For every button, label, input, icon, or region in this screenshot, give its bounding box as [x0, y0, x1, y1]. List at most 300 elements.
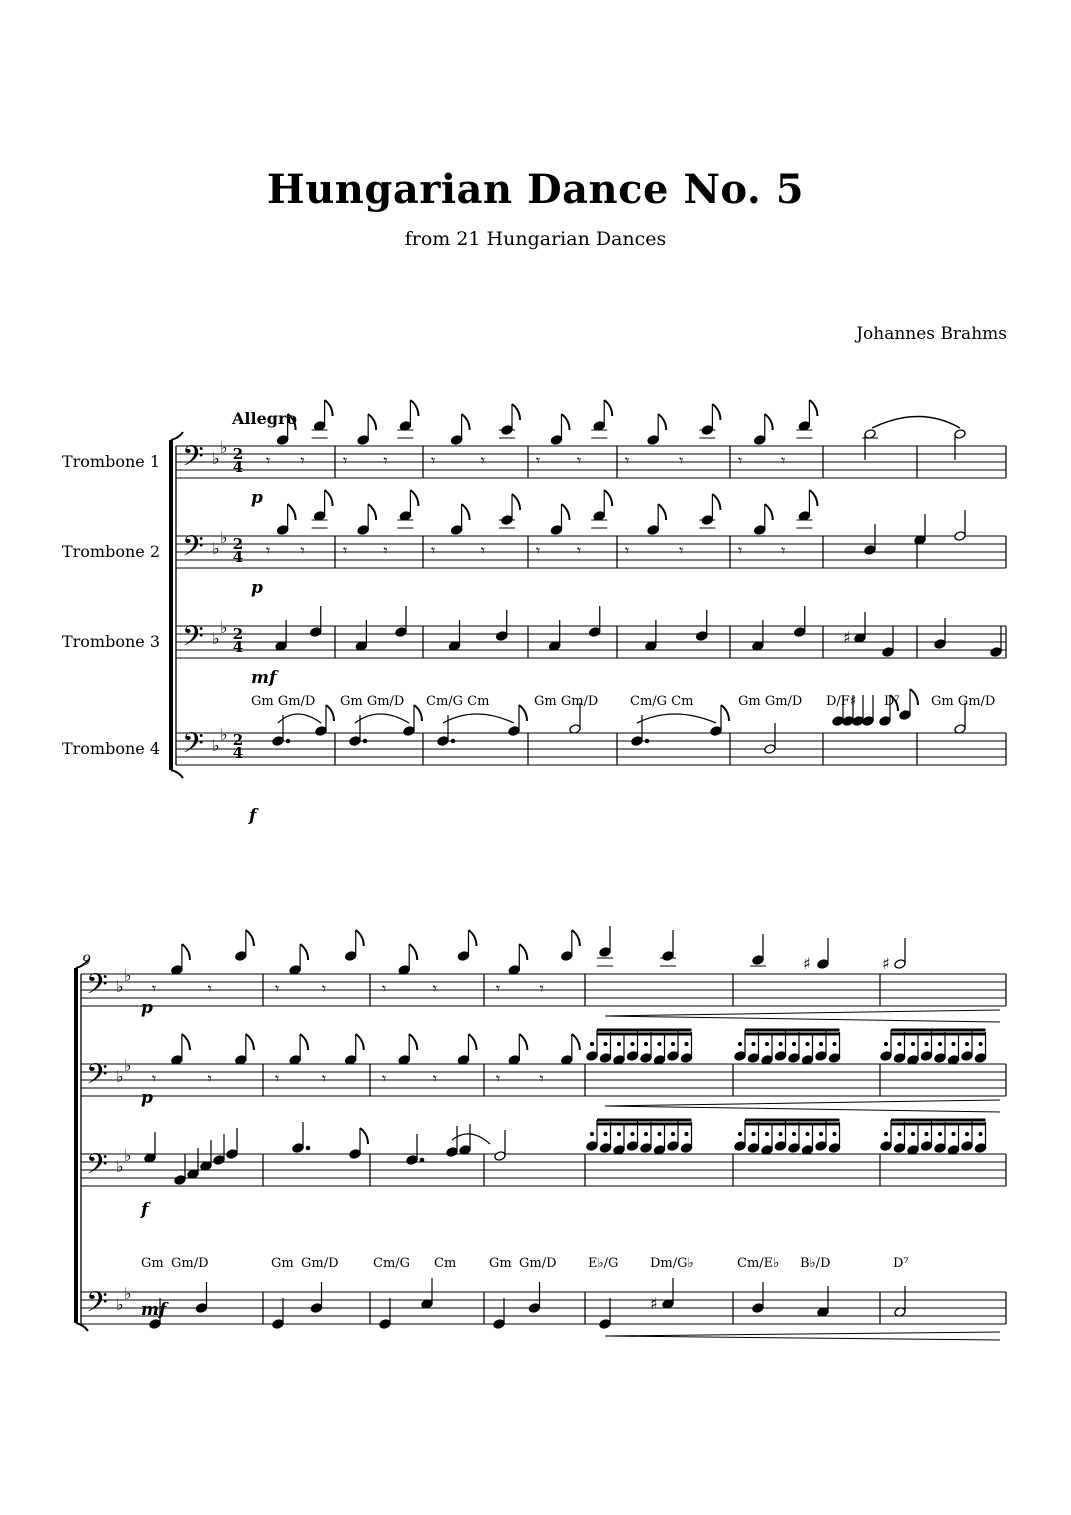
- note-head: [235, 951, 247, 962]
- chord-symbol: B♭/D: [800, 1256, 831, 1271]
- chord-symbol: Gm: [141, 1256, 164, 1271]
- key-signature-flat: ♭: [220, 618, 228, 637]
- note-head: [647, 525, 659, 536]
- note-flag: [809, 490, 817, 506]
- note-head: [550, 435, 562, 446]
- chord-symbol: Gm Gm/D: [534, 694, 599, 709]
- eighth-rest: 𝄾: [382, 979, 387, 998]
- note-head: [626, 1141, 638, 1152]
- note-flag: [246, 1034, 254, 1050]
- chord-symbol: Dm/G♭: [650, 1256, 694, 1271]
- note-head: [734, 1051, 746, 1062]
- staccato-dot: [911, 1132, 914, 1135]
- note-head: [990, 647, 1002, 658]
- note-head: [493, 1319, 505, 1330]
- note-head: [292, 1143, 304, 1154]
- note-head: [357, 435, 369, 446]
- note-head: [934, 1053, 946, 1064]
- staccato-dot: [898, 1042, 901, 1045]
- eighth-rest: 𝄾: [321, 1069, 327, 1088]
- bass-clef-icon: 𝄢: [86, 1058, 108, 1098]
- note-head: [272, 1319, 284, 1330]
- note-head: [508, 726, 520, 737]
- note-flag: [288, 504, 296, 520]
- key-signature-flat: ♭: [124, 1284, 132, 1303]
- staccato-dot: [752, 1132, 755, 1135]
- staccato-dot: [671, 1132, 674, 1135]
- note-head: [880, 1051, 892, 1062]
- chord-symbol: Gm: [271, 1256, 294, 1271]
- key-signature-flat: ♭: [124, 966, 132, 985]
- staccato-dot: [644, 1042, 647, 1045]
- eighth-rest: 𝄾: [207, 979, 212, 998]
- note-head: [815, 1141, 827, 1152]
- eighth-rest: 𝄾: [266, 451, 271, 470]
- crescendo-hairpin: [605, 1100, 1000, 1106]
- bass-clef-icon: 𝄢: [182, 530, 204, 570]
- eighth-rest: 𝄾: [679, 541, 684, 560]
- note-head: [406, 1155, 418, 1166]
- staccato-dot: [604, 1042, 607, 1045]
- note-head: [852, 716, 864, 727]
- note-head: [349, 1149, 361, 1160]
- note-head: [662, 951, 674, 962]
- note-head: [882, 647, 894, 658]
- note-head: [696, 631, 708, 642]
- staccato-dot: [938, 1042, 941, 1045]
- chord-symbol: E♭/G: [588, 1256, 619, 1271]
- eighth-rest: 𝄾: [576, 451, 582, 470]
- note-head: [862, 716, 874, 727]
- note-head: [586, 1141, 598, 1152]
- staccato-dot: [779, 1042, 782, 1045]
- note-head: [494, 1151, 506, 1162]
- bass-clef-icon: 𝄢: [182, 620, 204, 660]
- bass-clef-icon: 𝄢: [182, 727, 204, 767]
- note-head: [764, 744, 776, 755]
- staccato-dot: [884, 1132, 887, 1135]
- chord-symbol: Cm/G: [373, 1256, 411, 1271]
- key-signature-flat: ♭: [212, 449, 220, 468]
- dynamic-marking: f: [141, 1200, 149, 1220]
- note-flag: [409, 1034, 417, 1050]
- note-head: [879, 716, 891, 727]
- note-head: [276, 435, 288, 446]
- eighth-rest: 𝄾: [152, 1069, 157, 1088]
- eighth-rest: 𝄾: [738, 451, 743, 470]
- staccato-dot: [806, 1042, 809, 1045]
- note-head: [276, 525, 288, 536]
- note-flag: [519, 705, 527, 721]
- eighth-rest: 𝄾: [539, 1069, 544, 1088]
- note-flag: [246, 930, 254, 946]
- note-flag: [572, 930, 580, 946]
- augmentation-dot: [420, 1158, 424, 1162]
- note-head: [561, 951, 573, 962]
- note-flag: [658, 504, 666, 520]
- staccato-dot: [898, 1132, 901, 1135]
- note-head: [349, 736, 361, 747]
- eighth-rest: 𝄾: [275, 979, 280, 998]
- note-head: [589, 627, 601, 638]
- note-head: [920, 1141, 932, 1152]
- note-flag: [712, 494, 720, 510]
- eighth-rest: 𝄾: [480, 451, 486, 470]
- eighth-rest: 𝄾: [539, 979, 544, 998]
- key-signature-flat: ♭: [116, 1067, 124, 1086]
- crescendo-hairpin: [605, 1016, 1000, 1022]
- note-flag: [300, 1034, 308, 1050]
- staccato-dot: [965, 1042, 968, 1045]
- note-flag: [519, 1034, 527, 1050]
- note-head: [774, 1141, 786, 1152]
- note-head: [667, 1051, 679, 1062]
- note-head: [310, 1303, 322, 1314]
- time-sig-bottom: 4: [232, 548, 244, 566]
- note-head: [710, 726, 722, 737]
- note-head: [832, 716, 844, 727]
- augmentation-dot: [451, 739, 455, 743]
- crescendo-hairpin: [605, 1010, 1000, 1016]
- note-head: [934, 1143, 946, 1154]
- note-flag: [462, 504, 470, 520]
- measure-number: 9: [82, 953, 91, 969]
- note-flag: [409, 944, 417, 960]
- key-signature-flat: ♭: [124, 1056, 132, 1075]
- staccato-dot: [765, 1132, 768, 1135]
- eighth-rest: 𝄾: [781, 451, 786, 470]
- slur: [278, 714, 321, 723]
- time-sig-bottom: 4: [232, 744, 244, 762]
- note-head: [747, 1053, 759, 1064]
- staccato-dot: [819, 1042, 822, 1045]
- note-flag: [572, 1034, 580, 1050]
- note-head: [864, 545, 876, 556]
- system-bracket: [171, 432, 183, 440]
- eighth-rest: 𝄾: [431, 541, 436, 560]
- eighth-rest: 𝄾: [266, 541, 271, 560]
- staccato-dot: [631, 1132, 634, 1135]
- chord-symbol: Gm/D: [301, 1256, 339, 1271]
- note-head: [437, 736, 449, 747]
- staccato-dot: [590, 1132, 593, 1135]
- eighth-rest: 𝄾: [432, 979, 437, 998]
- key-signature-flat: ♭: [116, 977, 124, 996]
- note-head: [680, 1053, 692, 1064]
- time-sig-bottom: 4: [232, 638, 244, 656]
- staccato-dot: [965, 1132, 968, 1135]
- note-flag: [910, 689, 918, 705]
- eighth-rest: 𝄾: [781, 541, 786, 560]
- note-flag: [468, 930, 476, 946]
- instrument-label-4: Trombone 4: [61, 739, 160, 758]
- note-head: [754, 435, 766, 446]
- staccato-dot: [752, 1042, 755, 1045]
- chord-symbol: D⁷: [893, 1256, 909, 1271]
- staccato-dot: [833, 1042, 836, 1045]
- eighth-rest: 𝄾: [343, 451, 348, 470]
- slur: [637, 714, 716, 723]
- eighth-rest: 𝄾: [480, 541, 486, 560]
- note-flag: [182, 1034, 190, 1050]
- note-head: [345, 951, 357, 962]
- staccato-dot: [617, 1042, 620, 1045]
- eighth-rest: 𝄾: [625, 451, 630, 470]
- note-flag: [809, 400, 817, 416]
- note-head: [631, 736, 643, 747]
- note-head: [828, 1053, 840, 1064]
- bass-clef-icon: 𝄢: [86, 1148, 108, 1188]
- key-signature-flat: ♭: [116, 1295, 124, 1314]
- dynamic-marking: p: [251, 578, 263, 598]
- note-head: [899, 710, 911, 721]
- staccato-dot: [738, 1132, 741, 1135]
- note-head: [195, 1303, 207, 1314]
- note-flag: [658, 414, 666, 430]
- note-flag: [414, 705, 422, 721]
- staccato-dot: [631, 1042, 634, 1045]
- note-head: [734, 1141, 746, 1152]
- crescendo-hairpin: [605, 1106, 1000, 1112]
- staccato-dot: [658, 1042, 661, 1045]
- note-head: [680, 1143, 692, 1154]
- chord-symbol: Gm/D: [519, 1256, 557, 1271]
- time-sig-top: 2: [232, 731, 244, 749]
- note-flag: [326, 705, 334, 721]
- note-head: [752, 955, 764, 966]
- note-flag: [512, 494, 520, 510]
- note-flag: [360, 1128, 368, 1144]
- note-flag: [519, 944, 527, 960]
- key-signature-flat: ♭: [212, 629, 220, 648]
- staccato-dot: [644, 1132, 647, 1135]
- note-head: [213, 1155, 225, 1166]
- note-head: [747, 1143, 759, 1154]
- note-flag: [604, 490, 612, 506]
- note-head: [817, 959, 829, 970]
- note-head: [880, 1141, 892, 1152]
- key-signature-flat: ♭: [220, 725, 228, 744]
- staccato-dot: [685, 1042, 688, 1045]
- note-head: [174, 1175, 186, 1186]
- staccato-dot: [617, 1132, 620, 1135]
- note-head: [403, 726, 415, 737]
- note-head: [450, 435, 462, 446]
- note-flag: [765, 504, 773, 520]
- note-head: [893, 1053, 905, 1064]
- sharp-accidental: ♯: [882, 954, 890, 973]
- note-head: [667, 1141, 679, 1152]
- note-head: [788, 1143, 800, 1154]
- note-flag: [512, 404, 520, 420]
- eighth-rest: 𝄾: [431, 451, 436, 470]
- note-flag: [765, 414, 773, 430]
- note-head: [379, 1319, 391, 1330]
- key-signature-flat: ♭: [116, 1157, 124, 1176]
- bass-clef-icon: 𝄢: [86, 1286, 108, 1326]
- staccato-dot: [952, 1132, 955, 1135]
- time-sig-top: 2: [232, 625, 244, 643]
- system-bracket: [171, 770, 183, 778]
- sharp-accidental: ♯: [650, 1294, 658, 1313]
- note-flag: [561, 414, 569, 430]
- staccato-dot: [658, 1132, 661, 1135]
- staccato-dot: [925, 1132, 928, 1135]
- augmentation-dot: [645, 739, 649, 743]
- key-signature-flat: ♭: [220, 438, 228, 457]
- staccato-dot: [979, 1042, 982, 1045]
- note-flag: [356, 930, 364, 946]
- eighth-rest: 𝄾: [300, 451, 305, 470]
- chord-symbol: Gm Gm/D: [251, 694, 316, 709]
- note-flag: [604, 400, 612, 416]
- note-head: [315, 726, 327, 737]
- note-flag: [325, 400, 333, 416]
- sharp-accidental: ♯: [843, 628, 851, 647]
- eighth-rest: 𝄾: [383, 451, 388, 470]
- chord-symbol: Gm Gm/D: [738, 694, 803, 709]
- augmentation-dot: [363, 739, 367, 743]
- staccato-dot: [765, 1042, 768, 1045]
- note-head: [528, 1303, 540, 1314]
- dynamic-marking: p: [141, 998, 153, 1018]
- chord-symbol: Gm: [489, 1256, 512, 1271]
- eighth-rest: 𝄾: [152, 979, 157, 998]
- note-flag: [462, 414, 470, 430]
- instrument-label-3: Trombone 3: [61, 632, 160, 651]
- staccato-dot: [590, 1042, 593, 1045]
- slur: [355, 714, 409, 723]
- staccato-dot: [833, 1132, 836, 1135]
- chord-symbol: D⁷: [884, 694, 900, 709]
- note-head: [149, 1319, 161, 1330]
- note-head: [450, 525, 462, 536]
- staccato-dot: [938, 1132, 941, 1135]
- note-head: [640, 1143, 652, 1154]
- staccato-dot: [911, 1042, 914, 1045]
- eighth-rest: 𝄾: [275, 1069, 280, 1088]
- note-flag: [410, 400, 418, 416]
- note-head: [961, 1141, 973, 1152]
- eighth-rest: 𝄾: [496, 979, 501, 998]
- dynamic-marking: p: [251, 488, 263, 508]
- eighth-rest: 𝄾: [382, 1069, 387, 1088]
- staccato-dot: [819, 1132, 822, 1135]
- eighth-rest: 𝄾: [300, 541, 305, 560]
- slur: [452, 1134, 490, 1144]
- note-head: [774, 1051, 786, 1062]
- dynamic-marking: f: [249, 806, 257, 826]
- chord-symbol: Cm/G Cm: [630, 694, 694, 709]
- dynamic-marking: mf: [141, 1300, 167, 1320]
- eighth-rest: 𝄾: [496, 1069, 501, 1088]
- staccato-dot: [738, 1042, 741, 1045]
- eighth-rest: 𝄾: [321, 979, 327, 998]
- note-head: [599, 1319, 611, 1330]
- note-flag: [712, 404, 720, 420]
- note-flag: [300, 944, 308, 960]
- note-flag: [356, 1034, 364, 1050]
- bass-clef-icon: 𝄢: [86, 968, 108, 1008]
- note-head: [842, 716, 854, 727]
- note-head: [893, 1143, 905, 1154]
- note-head: [457, 951, 469, 962]
- chord-symbol: Cm: [434, 1256, 457, 1271]
- note-head: [310, 627, 322, 638]
- note-head: [954, 429, 966, 440]
- staccato-dot: [925, 1042, 928, 1045]
- crescendo-hairpin: [605, 1336, 1000, 1340]
- note-head: [626, 1051, 638, 1062]
- note-head: [954, 531, 966, 542]
- note-head: [550, 525, 562, 536]
- note-head: [226, 1149, 238, 1160]
- instrument-label-2: Trombone 2: [61, 542, 160, 561]
- note-flag: [410, 490, 418, 506]
- note-head: [934, 639, 946, 650]
- chord-symbol: D/F♯: [826, 694, 857, 709]
- note-head: [357, 525, 369, 536]
- dynamic-marking: mf: [251, 668, 277, 688]
- note-head: [974, 1053, 986, 1064]
- note-head: [974, 1143, 986, 1154]
- note-head: [395, 627, 407, 638]
- note-head: [961, 1051, 973, 1062]
- eighth-rest: 𝄾: [536, 451, 541, 470]
- note-flag: [721, 705, 729, 721]
- staccato-dot: [979, 1132, 982, 1135]
- note-head: [647, 435, 659, 446]
- score-subtitle: from 21 Hungarian Dances: [404, 228, 667, 250]
- note-head: [599, 1053, 611, 1064]
- note-head: [599, 1143, 611, 1154]
- tempo-marking: Allegro: [232, 409, 298, 428]
- eighth-rest: 𝄾: [207, 1069, 212, 1088]
- staccato-dot: [779, 1132, 782, 1135]
- crescendo-hairpin: [605, 1332, 1000, 1336]
- note-head: [754, 525, 766, 536]
- note-head: [828, 1143, 840, 1154]
- eighth-rest: 𝄾: [679, 451, 684, 470]
- note-flag: [561, 504, 569, 520]
- staccato-dot: [806, 1132, 809, 1135]
- key-signature-flat: ♭: [212, 736, 220, 755]
- chord-symbol: Gm Gm/D: [340, 694, 405, 709]
- key-signature-flat: ♭: [124, 1146, 132, 1165]
- note-head: [640, 1053, 652, 1064]
- time-sig-bottom: 4: [232, 458, 244, 476]
- staccato-dot: [792, 1042, 795, 1045]
- eighth-rest: 𝄾: [738, 541, 743, 560]
- slur: [443, 714, 514, 723]
- key-signature-flat: ♭: [212, 539, 220, 558]
- note-head: [894, 959, 906, 970]
- time-sig-top: 2: [232, 445, 244, 463]
- bass-clef-icon: 𝄢: [182, 440, 204, 480]
- note-head: [752, 1303, 764, 1314]
- note-head: [788, 1053, 800, 1064]
- chord-symbol: Cm/G Cm: [426, 694, 490, 709]
- note-head: [496, 631, 508, 642]
- note-head: [815, 1051, 827, 1062]
- note-head: [446, 1147, 458, 1158]
- note-flag: [325, 490, 333, 506]
- key-signature-flat: ♭: [220, 528, 228, 547]
- note-head: [599, 947, 611, 958]
- sharp-accidental: ♯: [803, 954, 811, 973]
- staccato-dot: [952, 1042, 955, 1045]
- chord-symbol: Gm Gm/D: [931, 694, 996, 709]
